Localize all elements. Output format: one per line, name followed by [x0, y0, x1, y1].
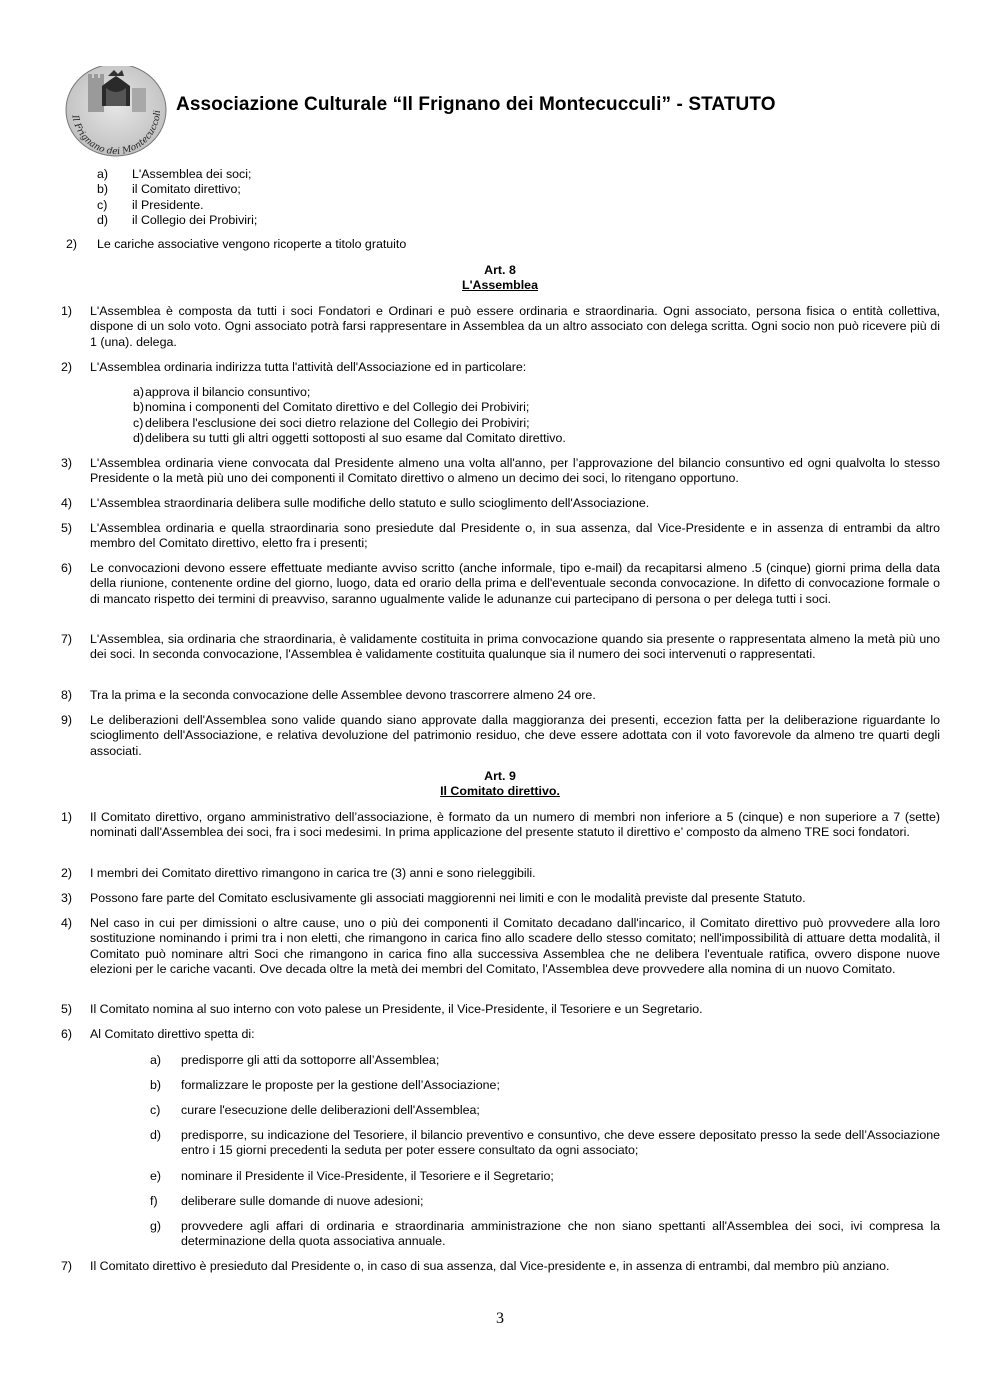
list-item: 4) Nel caso in cui per dimissioni o altre cause, uno o più dei componenti il Comitato decadano dall'incarico, il Comitato direttivo può provvedere alla loro sostituzione nominando i primi tra i non eletti, che rimangono in carica fino allo scadere dello stesso comitato; nell'impossibilità di attuare detta modalità, il Comitato può nominare altri Soci che rimangono in carica fino alla successiva Assemblea che ne delibera l'eventuale ratifica, ovvero dispone nuove elezioni per le cariche vacanti. Ove decada oltre la metà dei membri del Comitato, l'Assemblea deve provvedere alla nomina di un nuovo Comitato. [61, 916, 940, 977]
list-item: 1) Il Comitato direttivo, organo amministrativo dell’associazione, è formato da un numero di membri non inferiore a 5 (cinque) e non superiore a 7 (sette) nominati dall'Assemblea dei soci, fra i soci medesimi. In prima applicazione del presente statuto il direttivo e’ composto da almeno TRE soci fondatori. [61, 810, 940, 840]
list-item: 3) L'Assemblea ordinaria viene convocata dal Presidente almeno una volta all'anno, per l’approvazione del bilancio consuntivo ed ogni qualvolta lo stesso Presidente o la metà più uno dei componenti il Comitato direttivo o almeno un decimo dei soci, lo ritengano opportuno. [61, 456, 940, 486]
list-item: a) L'Assemblea dei soci; [97, 167, 252, 181]
list-item: 5) L'Assemblea ordinaria e quella straordinaria sono presiedute dal Presidente o, in sua assenza, dal Vice-Presidente e in assenza di entrambi da altro membro del Comitato direttivo, eletto fra i presenti; [61, 521, 940, 551]
list-item: c) il Presidente. [97, 197, 204, 212]
article-number: Art. 8 [484, 263, 516, 277]
organs-list [97, 167, 397, 229]
article-heading [0, 263, 1000, 294]
list-item: d) il Collegio dei Probiviri; [97, 213, 258, 228]
list-item: 1) L'Assemblea è composta da tutti i soci Fondatori e Ordinari e può essere ordinaria e straordinaria. Ogni associato, persona fisica o entità collettiva, dispone di un solo voto. Ogni associato potrà farsi rappresentare in Assemblea da un altro associato con delega scritta. Ogni socio non può ricevere più di 1 (una). delega. [61, 304, 940, 349]
list-item: 6) Al Comitato direttivo spetta di: [61, 1027, 255, 1041]
list-item: b) nomina i componenti del Comitato direttivo e del Collegio dei Probiviri; [133, 400, 530, 415]
list-item: b) formalizzare le proposte per la gestione dell’Associazione; [150, 1078, 500, 1092]
list-item: c) curare l'esecuzione delle deliberazioni dell'Assemblea; [150, 1103, 480, 1117]
list-item: 9) Le deliberazioni dell'Assemblea sono valide quando siano approvate dalla maggioranza dei presenti, eccezion fatta per la deliberazione riguardante lo scioglimento dell'Associazione, e relativa devoluzione del patrimonio residuo, che deve essere adottata con il voto favorevole da almeno tre quarti degli associati. [61, 713, 940, 758]
list-item: e) nominare il Presidente il Vice-Presidente, il Tesoriere e il Segretario; [150, 1169, 554, 1183]
list-item: 7) L'Assemblea, sia ordinaria che straordinaria, è validamente costituita in prima convocazione quando sia presente o rappresentata almeno la metà più uno dei soci. In seconda convocazione, l'Assemblea è validamente costituita qualunque sia il numero dei soci intervenuti o rappresentati. [61, 632, 940, 662]
list-item: 2) Le cariche associative vengono ricoperte a titolo gratuito [66, 237, 407, 251]
article-title: Il Comitato direttivo. [440, 784, 560, 799]
list-item: f) deliberare sulle domande di nuove adesioni; [150, 1194, 424, 1208]
document-title: Associazione Culturale “Il Frignano dei Montecucculi” - STATUTO [176, 94, 776, 115]
list-item: a) approva il bilancio consuntivo; [133, 385, 311, 399]
list-item: b) il Comitato direttivo; [97, 182, 241, 197]
list-item: 2) I membri dei Comitato direttivo rimangono in carica tre (3) anni e sono rieleggibili. [61, 866, 536, 880]
list-item: 7) Il Comitato direttivo è presieduto dal Presidente o, in caso di sua assenza, dal Vice-presidente e, in assenza di entrambi, dal membro più anziano. [61, 1259, 890, 1273]
list-item: 6) Le convocazioni devono essere effettuate mediante avviso scritto (anche informale, tipo e-mail) da recapitarsi almeno .5 (cinque) giorni prima della data della riunione, contenente ordine del giorno, luogo, data ed orario della prima e dell'eventuale seconda convocazione. In difetto di convocazione formale o di mancato rispetto dei termini di preavviso, saranno ugualmente valide le adunanze cui partecipano di persona o per delega tutti i soci. [61, 561, 940, 606]
list-item: c) delibera l'esclusione dei soci dietro relazione del Collegio dei Probiviri; [133, 415, 530, 430]
list-item: a) predisporre gli atti da sottoporre all’Assemblea; [150, 1053, 440, 1067]
list-item: 2) L'Assemblea ordinaria indirizza tutta l'attività dell'Associazione ed in particolare: [61, 360, 527, 374]
sub-list [133, 385, 733, 447]
association-logo [62, 66, 170, 162]
list-item: g) provvedere agli affari di ordinaria e straordinaria amministrazione che non siano spettanti all'Assemblea dei soci, ivi compresa la determinazione della quota associativa annuale. [150, 1219, 940, 1249]
list-item: 4) L'Assemblea straordinaria delibera sulle modifiche dello statuto e sullo scioglimento dell'Associazione. [61, 496, 650, 510]
logo-text: Il Frignano dei Montecuccoli [69, 109, 164, 158]
list-item: 5) Il Comitato nomina al suo interno con voto palese un Presidente, il Vice-Presidente, il Tesoriere e un Segretario. [61, 1002, 703, 1016]
list-item: d) delibera su tutti gli altri oggetti sottoposti al suo esame dal Comitato direttivo. [133, 431, 566, 446]
list-item: 8) Tra la prima e la seconda convocazione delle Assemblee devono trascorrere almeno 24 ore. [61, 688, 596, 702]
list-item: 3) Possono fare parte del Comitato esclusivamente gli associati maggiorenni nei limiti e con le modalità previste dal presente Statuto. [61, 891, 806, 905]
list-item: d) predisporre, su indicazione del Tesoriere, il bilancio preventivo e consuntivo, che deve essere depositato presso la sede dell’Associazione entro i 15 giorni precedenti la seduta per poter essere consultato da ogni associato; [150, 1128, 940, 1158]
article-number: Art. 9 [484, 769, 516, 783]
page-number: 3 [496, 1310, 504, 1327]
article-heading [0, 769, 1000, 800]
article-title: L'Assemblea [462, 278, 538, 293]
